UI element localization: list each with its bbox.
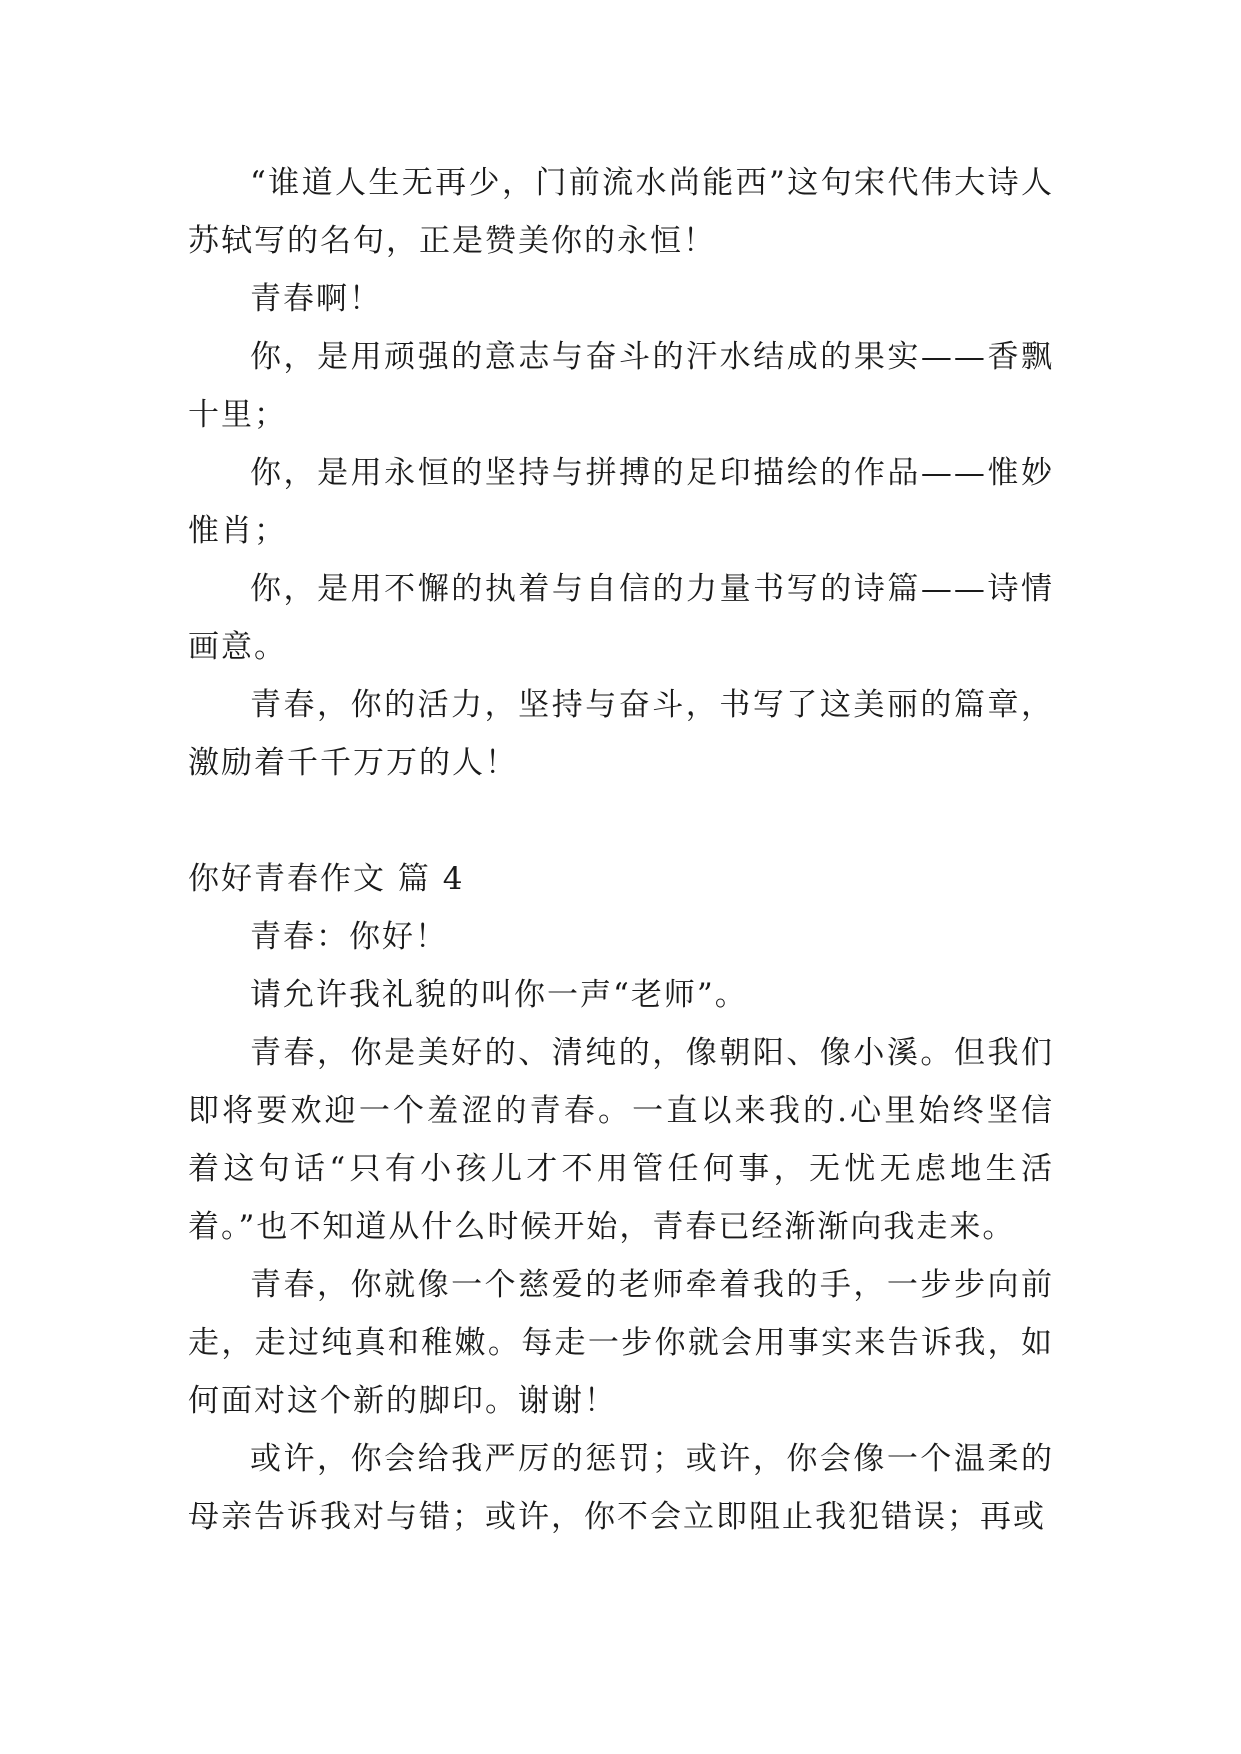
paragraph: 青春，你是美好的、清纯的，像朝阳、像小溪。但我们即将要欢迎一个羞涩的青春。一直以来我的.心里始终坚信着这句话“只有小孩儿才不用管任何事，无忧无虑地生活着。”也不知道从什么时候开始，青春已经渐渐向我走来。 (188, 1035, 1054, 1245)
section-heading: 你好青春作文 篇 4 (188, 861, 465, 897)
paragraph: 你，是用顽强的意志与奋斗的汗水结成的果实——香飘十里； (188, 339, 1054, 433)
paragraph: 青春，你就像一个慈爱的老师牵着我的手，一步步向前走，走过纯真和稚嫩。每走一步你就会用事实来告诉我，如何面对这个新的脚印。谢谢！ (188, 1267, 1054, 1419)
paragraph: 青春啊！ (250, 281, 382, 317)
paragraph: “谁道人生无再少，门前流水尚能西”这句宋代伟大诗人苏轼写的名句，正是赞美你的永恒！ (188, 165, 1054, 259)
paragraph: 青春，你的活力，坚持与奋斗，书写了这美丽的篇章，激励着千千万万的人！ (188, 687, 1054, 781)
paragraph: 或许，你会给我严厉的惩罚；或许，你会像一个温柔的母亲告诉我对与错；或许，你不会立即阻止我犯错误；再或 (188, 1441, 1054, 1535)
paragraph: 请允许我礼貌的叫你一声“老师”。 (250, 977, 748, 1013)
paragraph: 你，是用不懈的执着与自信的力量书写的诗篇——诗情画意。 (188, 571, 1054, 665)
paragraph: 你，是用永恒的坚持与拼搏的足印描绘的作品——惟妙惟肖； (188, 455, 1054, 549)
paragraph: 青春：你好！ (250, 919, 448, 955)
document-body (188, 154, 1054, 1546)
